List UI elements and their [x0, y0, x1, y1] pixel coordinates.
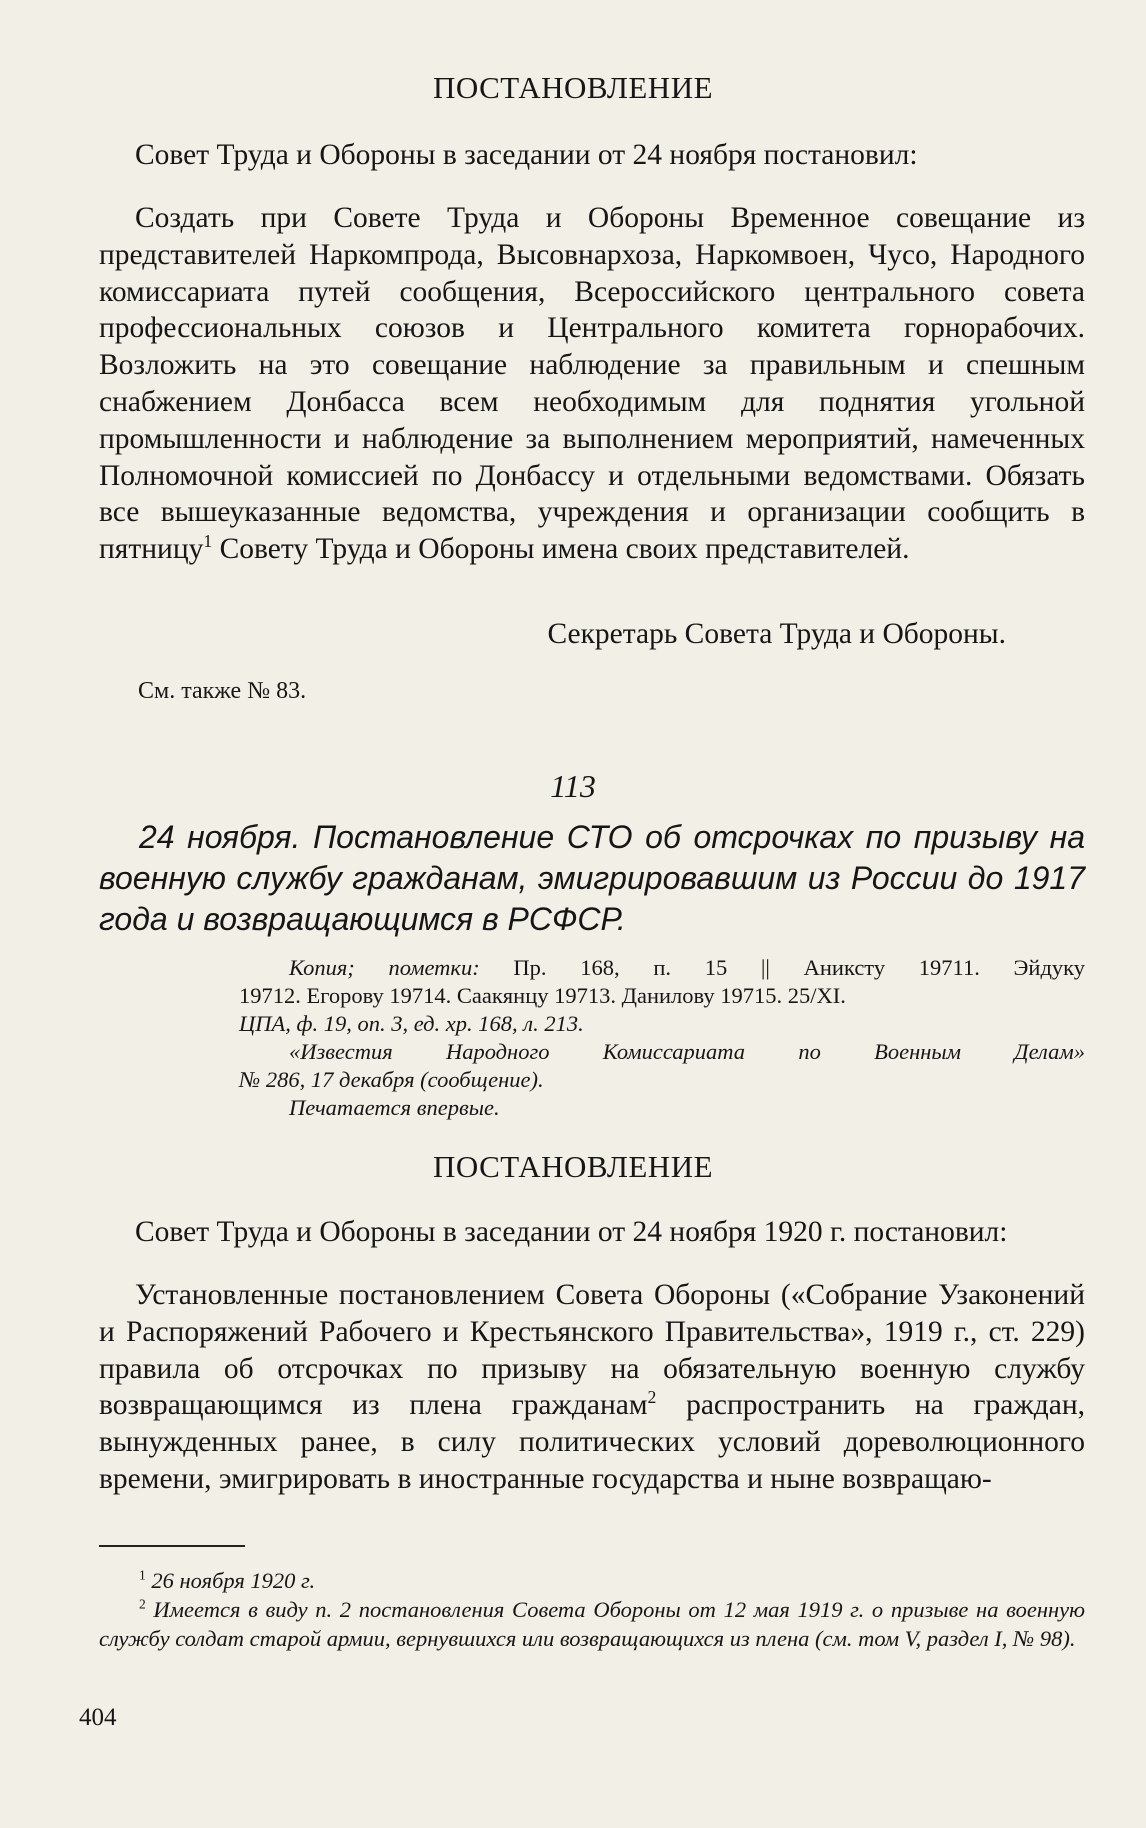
document-heading: 24 ноября. Постановление СТО об отсрочках по призыву на военную службу гражданам, эмигрировавшим из России до 1917 года и возвращающимся в РСФСР. [99, 819, 1085, 937]
archive-line: № 286, 17 декабря (сообщение). [239, 1067, 544, 1092]
footnote-mark: 1 [203, 531, 213, 552]
footnote-number: 2 [139, 1596, 146, 1612]
paragraph: Совет Труда и Обороны в заседании от 24 ноября 1920 г. постановил: [135, 1216, 1008, 1248]
archive-line: 19712. Егорову 19714. Саакянцу 19713. Данилову 19715. 25/XI. [239, 983, 846, 1008]
paragraph-text: Создать при Совете Труда и Обороны Временное совещание из представителей Наркомпрода, Высовнархоза, Наркомвоен, Чусо, Народного комиссариата путей сообщения, Всероссийского центрального совета профессиональных союзов и Центрального комитета горнорабочих. Возложить на это совещание наблюдение за правильным и спешным снабжением Донбасса всем необходимым для поднятия угольной промышленности и наблюдение за выполнением мероприятий, намеченных Полномочной комиссией по Донбассу и отдельными ведомствами. Обязать все вышеуказанные ведомства, учреждения и организации сообщить в пятницу [99, 202, 1085, 566]
footnote-text: Имеется в виду п. 2 постановления Совета Обороны от 12 мая 1919 г. о призыве на военную службу солдат старой армии, вернувшихся или возвращающихся из плена (см. том V, раздел I, № 98). [99, 1597, 1085, 1651]
paragraph [99, 200, 1085, 568]
page-number: 404 [79, 1704, 117, 1731]
footnote [99, 1567, 1085, 1596]
paragraph-text: Совету Труда и Обороны имена своих представителей. [212, 533, 910, 566]
archive-line: Печатается впервые. [289, 1095, 500, 1120]
footnote-divider [99, 1545, 245, 1547]
section-title: ПОСТАНОВЛЕНИЕ [432, 1149, 714, 1184]
footnote-number: 1 [139, 1567, 146, 1583]
archive-note [239, 954, 1085, 1122]
archive-copy-label: Копия; пометки: [289, 955, 480, 980]
section-title: ПОСТАНОВЛЕНИЕ [432, 70, 714, 105]
cross-reference: См. также № 83. [138, 678, 307, 704]
archive-line: ЦПА, ф. 19, оп. 3, ед. хр. 168, л. 213. [239, 1011, 584, 1036]
document-number: 113 [550, 768, 596, 804]
signature: Секретарь Совета Труда и Обороны. [547, 618, 1006, 650]
paragraph: Совет Труда и Обороны в заседании от 24 ноября постановил: [135, 139, 918, 171]
footnote-mark: 2 [647, 1387, 657, 1408]
archive-line-text: Пр. 168, п. 15 || Аниксту 19711. Эйдуку [513, 955, 1085, 980]
archive-line: «Известия Народного Комиссариата по Военным Делам» [289, 1039, 1085, 1064]
footnote-text: 26 ноября 1920 г. [151, 1568, 316, 1593]
archive-line [239, 954, 1085, 982]
footnote [99, 1596, 1085, 1653]
paragraph [99, 1277, 1085, 1498]
paragraph-text: Установленные постановлением Совета Обороны («Собрание Узаконений и Распоряжений Рабочего и Крестьянского Правительства», 1919 г., ст. 229) правила об отсрочках по призыву на обязательную военную службу возвращающимся из плена гражданам [99, 1279, 1085, 1422]
paragraph-text: распространить на граждан, вынужденных ранее, в силу политических условий дореволюционного времени, эмигрировать в иностранные государства и ныне возвращаю- [99, 1389, 1085, 1495]
